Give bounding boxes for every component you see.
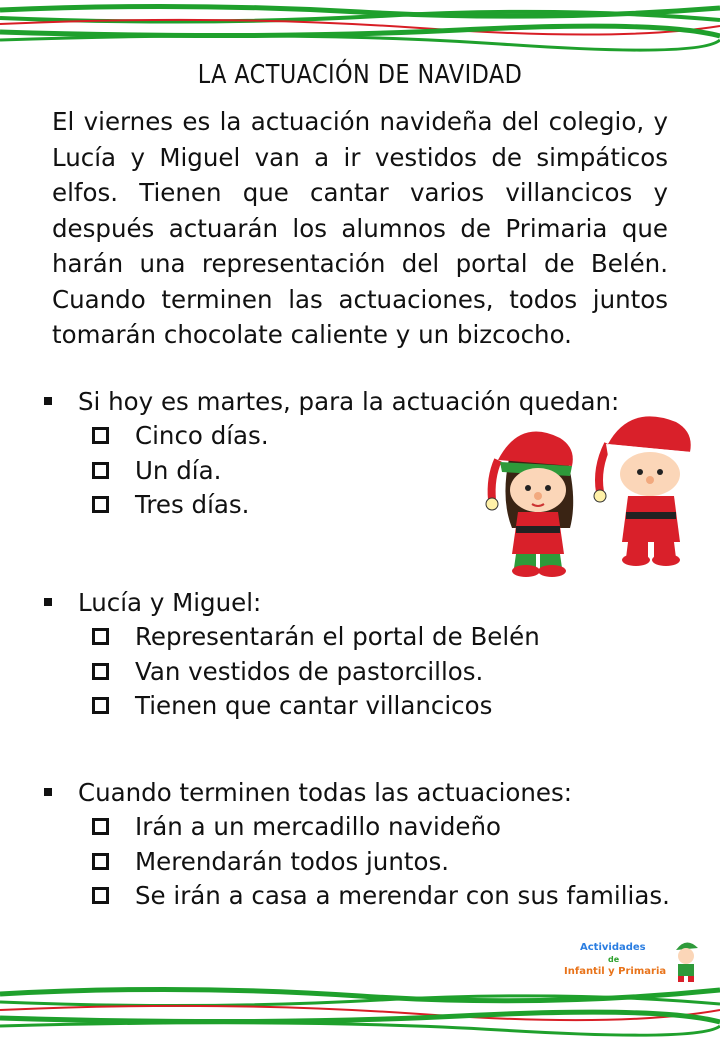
option-item xyxy=(92,810,684,845)
option-item xyxy=(92,879,684,914)
checkbox-icon[interactable] xyxy=(92,496,109,513)
option-label: Cinco días. xyxy=(135,421,269,450)
girl-elf-icon xyxy=(486,432,573,577)
square-bullet-icon xyxy=(44,788,52,796)
elf-mascot-icon xyxy=(670,938,702,984)
option-label: Tienen que cantar villancicos xyxy=(135,691,493,720)
option-item xyxy=(92,689,684,724)
boy-elf-icon xyxy=(594,416,692,566)
option-label: Merendarán todos juntos. xyxy=(135,846,450,876)
question-3-prompt: Cuando terminen todas las actuaciones: xyxy=(78,777,573,807)
question-2 xyxy=(44,584,684,724)
question-3 xyxy=(44,774,684,914)
option-label: Irán a un mercadillo navideño xyxy=(135,812,501,841)
question-1-prompt: Si hoy es martes, para la actuación quedan: xyxy=(78,386,620,416)
square-bullet-icon xyxy=(44,598,52,606)
option-label: Tres días. xyxy=(135,490,250,519)
checkbox-icon[interactable] xyxy=(92,818,109,835)
elves-illustration xyxy=(480,408,700,580)
checkbox-icon[interactable] xyxy=(92,853,109,870)
worksheet-title: LA ACTUACIÓN DE NAVIDAD xyxy=(197,60,523,90)
option-item xyxy=(92,620,684,655)
bottom-ribbon-border xyxy=(0,980,720,1040)
question-3-options xyxy=(44,810,684,914)
option-item xyxy=(92,845,684,880)
checkbox-icon[interactable] xyxy=(92,697,109,714)
checkbox-icon[interactable] xyxy=(92,462,109,479)
question-3-header xyxy=(44,774,684,810)
option-item xyxy=(92,655,684,690)
logo-line-1: Actividades xyxy=(580,942,646,953)
logo-line-3: Infantil y Primaria xyxy=(564,966,667,977)
checkbox-icon[interactable] xyxy=(92,887,109,904)
checkbox-icon[interactable] xyxy=(92,663,109,680)
option-label: Representarán el portal de Belén xyxy=(135,622,540,651)
story-paragraph: El viernes es la actuación navideña del colegio, y Lucía y Miguel van a ir vestidos de simpáticos elfos. Tienen que cantar varios villancicos y después actuarán los alumnos de Primaria que harán una representación del portal de Belén. Cuando terminen las actuaciones, todos juntos tomarán chocolate caliente y un bizcocho. xyxy=(52,107,668,349)
square-bullet-icon xyxy=(44,397,52,405)
top-ribbon-border xyxy=(0,0,720,60)
option-label: Van vestidos de pastorcillos. xyxy=(135,656,484,686)
question-2-options xyxy=(44,620,684,724)
question-2-header xyxy=(44,584,684,620)
option-label: Se irán a casa a merendar con sus familias. xyxy=(135,881,670,910)
checkbox-icon[interactable] xyxy=(92,427,109,444)
logo-line-2: de xyxy=(608,955,620,964)
option-label: Un día. xyxy=(135,455,222,485)
question-2-prompt: Lucía y Miguel: xyxy=(78,587,262,617)
checkbox-icon[interactable] xyxy=(92,628,109,645)
